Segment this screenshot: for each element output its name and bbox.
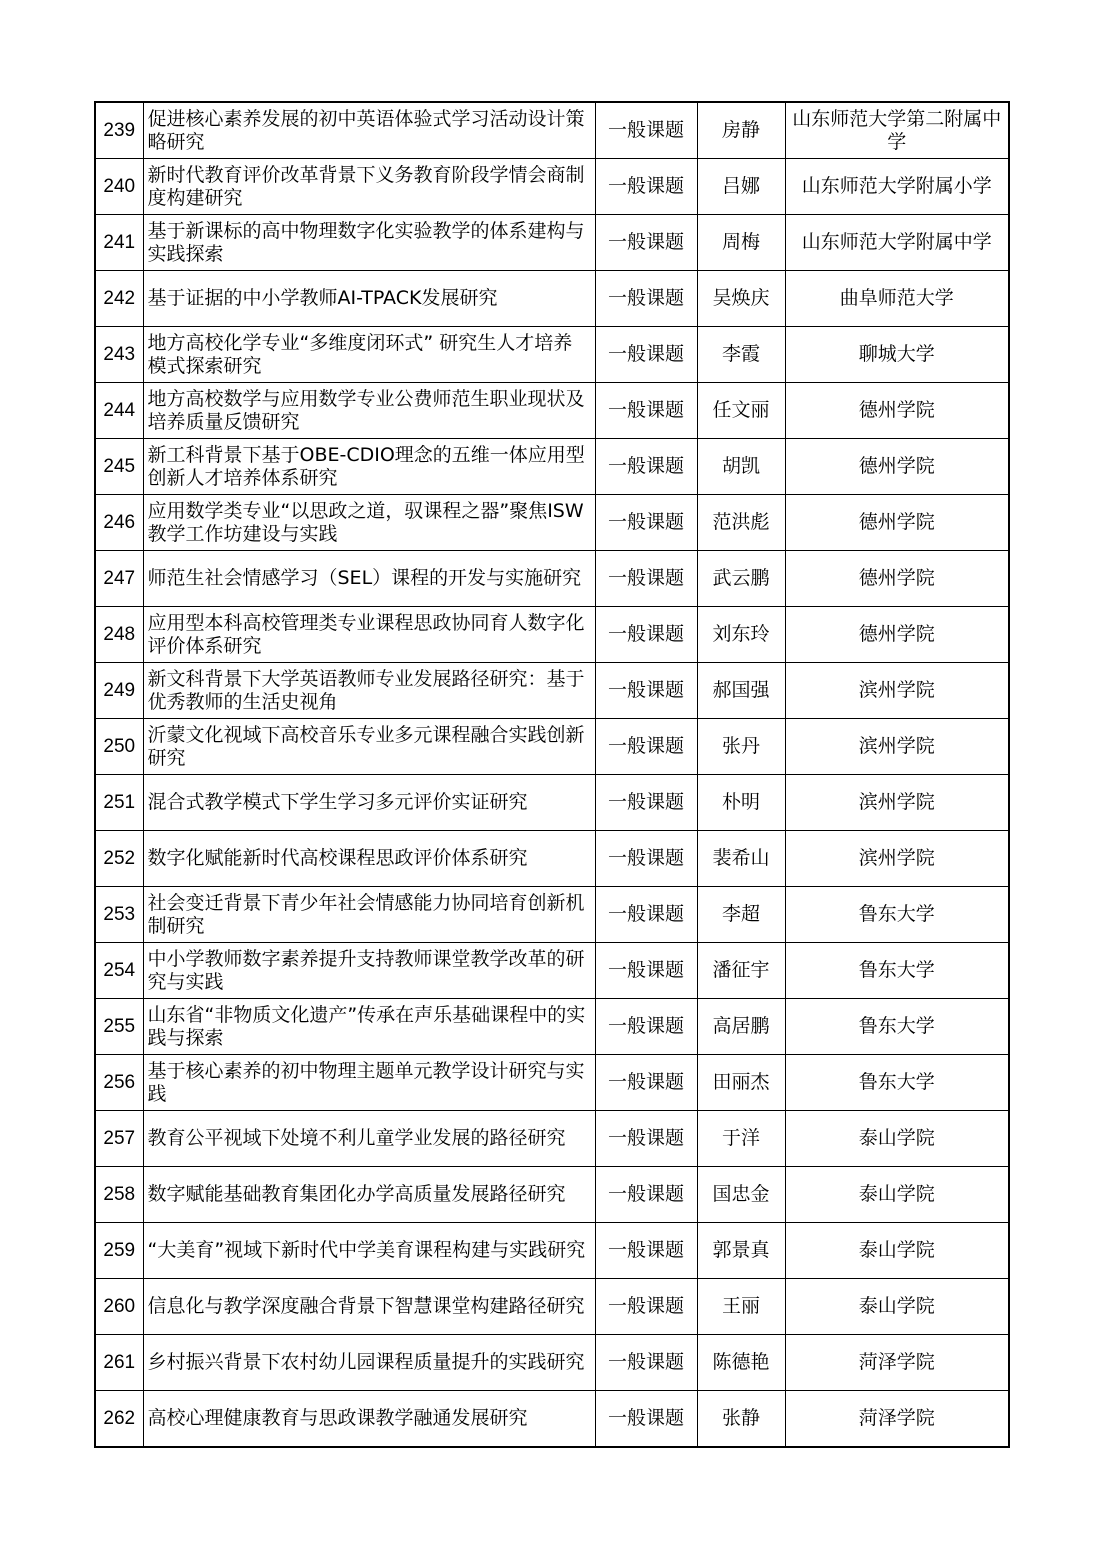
project-title: 师范生社会情感学习（SEL）课程的开发与实施研究 [143, 551, 595, 607]
row-number: 247 [95, 551, 143, 607]
project-organization: 鲁东大学 [785, 887, 1009, 943]
project-leader: 范洪彪 [697, 495, 785, 551]
table-row [95, 271, 1009, 327]
project-leader: 吕娜 [697, 159, 785, 215]
project-organization: 曲阜师范大学 [785, 271, 1009, 327]
row-number: 248 [95, 607, 143, 663]
row-number: 262 [95, 1391, 143, 1448]
project-category: 一般课题 [595, 1391, 697, 1448]
project-leader: 李超 [697, 887, 785, 943]
table-row [95, 607, 1009, 663]
project-leader: 吴焕庆 [697, 271, 785, 327]
project-category: 一般课题 [595, 719, 697, 775]
project-title: 新时代教育评价改革背景下义务教育阶段学情会商制度构建研究 [143, 159, 595, 215]
project-organization: 德州学院 [785, 607, 1009, 663]
row-number: 253 [95, 887, 143, 943]
project-title: 新工科背景下基于OBE-CDIO理念的五维一体应用型创新人才培养体系研究 [143, 439, 595, 495]
project-category: 一般课题 [595, 439, 697, 495]
table-row [95, 719, 1009, 775]
row-number: 243 [95, 327, 143, 383]
row-number: 244 [95, 383, 143, 439]
table-row [95, 663, 1009, 719]
table-body [95, 102, 1009, 1447]
project-category: 一般课题 [595, 999, 697, 1055]
row-number: 252 [95, 831, 143, 887]
project-category: 一般课题 [595, 271, 697, 327]
project-leader: 周梅 [697, 215, 785, 271]
project-organization: 鲁东大学 [785, 999, 1009, 1055]
row-number: 242 [95, 271, 143, 327]
project-title: 基于新课标的高中物理数字化实验教学的体系建构与实践探索 [143, 215, 595, 271]
project-leader: 田丽杰 [697, 1055, 785, 1111]
project-title: 数字化赋能新时代高校课程思政评价体系研究 [143, 831, 595, 887]
project-category: 一般课题 [595, 551, 697, 607]
project-category: 一般课题 [595, 1335, 697, 1391]
row-number: 255 [95, 999, 143, 1055]
project-title: 山东省“非物质文化遗产”传承在声乐基础课程中的实践与探索 [143, 999, 595, 1055]
table-row [95, 1391, 1009, 1448]
project-title: 基于证据的中小学教师AI-TPACK发展研究 [143, 271, 595, 327]
row-number: 258 [95, 1167, 143, 1223]
project-leader: 任文丽 [697, 383, 785, 439]
table-row [95, 943, 1009, 999]
row-number: 250 [95, 719, 143, 775]
table-row [95, 439, 1009, 495]
project-leader: 刘东玲 [697, 607, 785, 663]
row-number: 240 [95, 159, 143, 215]
project-category: 一般课题 [595, 1111, 697, 1167]
table-row [95, 1279, 1009, 1335]
table-row [95, 1111, 1009, 1167]
project-organization: 滨州学院 [785, 831, 1009, 887]
project-organization: 滨州学院 [785, 719, 1009, 775]
project-organization: 聊城大学 [785, 327, 1009, 383]
table-row [95, 215, 1009, 271]
project-leader: 李霞 [697, 327, 785, 383]
project-organization: 泰山学院 [785, 1111, 1009, 1167]
table-row [95, 887, 1009, 943]
project-leader: 高居鹏 [697, 999, 785, 1055]
project-title: 地方高校数学与应用数学专业公费师范生职业现状及培养质量反馈研究 [143, 383, 595, 439]
project-leader: 陈德艳 [697, 1335, 785, 1391]
project-category: 一般课题 [595, 215, 697, 271]
row-number: 249 [95, 663, 143, 719]
project-category: 一般课题 [595, 607, 697, 663]
project-organization: 鲁东大学 [785, 1055, 1009, 1111]
project-organization: 德州学院 [785, 383, 1009, 439]
row-number: 241 [95, 215, 143, 271]
project-organization: 德州学院 [785, 439, 1009, 495]
project-organization: 山东师范大学第二附属中学 [785, 102, 1009, 159]
project-leader: 朴明 [697, 775, 785, 831]
project-title: 中小学教师数字素养提升支持教师课堂教学改革的研究与实践 [143, 943, 595, 999]
project-leader: 于洋 [697, 1111, 785, 1167]
project-category: 一般课题 [595, 663, 697, 719]
row-number: 260 [95, 1279, 143, 1335]
row-number: 245 [95, 439, 143, 495]
row-number: 259 [95, 1223, 143, 1279]
row-number: 257 [95, 1111, 143, 1167]
project-leader: 胡凯 [697, 439, 785, 495]
row-number: 251 [95, 775, 143, 831]
table-row [95, 1167, 1009, 1223]
project-organization: 山东师范大学附属小学 [785, 159, 1009, 215]
project-leader: 张静 [697, 1391, 785, 1448]
table-row [95, 495, 1009, 551]
project-category: 一般课题 [595, 887, 697, 943]
table-row [95, 775, 1009, 831]
table-row [95, 327, 1009, 383]
row-number: 256 [95, 1055, 143, 1111]
row-number: 254 [95, 943, 143, 999]
project-category: 一般课题 [595, 495, 697, 551]
project-organization: 山东师范大学附属中学 [785, 215, 1009, 271]
table-row [95, 1223, 1009, 1279]
project-organization: 鲁东大学 [785, 943, 1009, 999]
project-leader: 郭景真 [697, 1223, 785, 1279]
project-title: 社会变迁背景下青少年社会情感能力协同培育创新机制研究 [143, 887, 595, 943]
project-category: 一般课题 [595, 1279, 697, 1335]
table-row [95, 159, 1009, 215]
table-row [95, 1055, 1009, 1111]
project-title: 基于核心素养的初中物理主题单元教学设计研究与实践 [143, 1055, 595, 1111]
project-category: 一般课题 [595, 327, 697, 383]
project-organization: 泰山学院 [785, 1167, 1009, 1223]
project-title: 数字赋能基础教育集团化办学高质量发展路径研究 [143, 1167, 595, 1223]
project-category: 一般课题 [595, 831, 697, 887]
project-title: 信息化与教学深度融合背景下智慧课堂构建路径研究 [143, 1279, 595, 1335]
project-category: 一般课题 [595, 1167, 697, 1223]
project-category: 一般课题 [595, 102, 697, 159]
row-number: 239 [95, 102, 143, 159]
project-organization: 滨州学院 [785, 775, 1009, 831]
project-title: 应用数学类专业“以思政之道，驭课程之器”聚焦ISW教学工作坊建设与实践 [143, 495, 595, 551]
project-title: 高校心理健康教育与思政课教学融通发展研究 [143, 1391, 595, 1448]
table-row [95, 831, 1009, 887]
project-leader: 武云鹏 [697, 551, 785, 607]
project-title: 混合式教学模式下学生学习多元评价实证研究 [143, 775, 595, 831]
project-title: 地方高校化学专业“多维度闭环式” 研究生人才培养模式探索研究 [143, 327, 595, 383]
project-leader: 裴希山 [697, 831, 785, 887]
project-leader: 房静 [697, 102, 785, 159]
project-leader: 郝国强 [697, 663, 785, 719]
project-organization: 泰山学院 [785, 1279, 1009, 1335]
project-organization: 菏泽学院 [785, 1391, 1009, 1448]
project-leader: 国忠金 [697, 1167, 785, 1223]
project-leader: 潘征宇 [697, 943, 785, 999]
project-title: 应用型本科高校管理类专业课程思政协同育人数字化评价体系研究 [143, 607, 595, 663]
row-number: 261 [95, 1335, 143, 1391]
project-category: 一般课题 [595, 943, 697, 999]
project-organization: 菏泽学院 [785, 1335, 1009, 1391]
project-title: 新文科背景下大学英语教师专业发展路径研究：基于优秀教师的生活史视角 [143, 663, 595, 719]
table-row [95, 551, 1009, 607]
table-row [95, 999, 1009, 1055]
project-category: 一般课题 [595, 1223, 697, 1279]
project-category: 一般课题 [595, 383, 697, 439]
project-title: 乡村振兴背景下农村幼儿园课程质量提升的实践研究 [143, 1335, 595, 1391]
project-title: “大美育”视域下新时代中学美育课程构建与实践研究 [143, 1223, 595, 1279]
project-category: 一般课题 [595, 159, 697, 215]
table-row [95, 383, 1009, 439]
table-row [95, 1335, 1009, 1391]
project-organization: 泰山学院 [785, 1223, 1009, 1279]
project-title: 教育公平视域下处境不利儿童学业发展的路径研究 [143, 1111, 595, 1167]
project-category: 一般课题 [595, 775, 697, 831]
row-number: 246 [95, 495, 143, 551]
table-row [95, 102, 1009, 159]
project-organization: 德州学院 [785, 551, 1009, 607]
project-category: 一般课题 [595, 1055, 697, 1111]
project-leader: 王丽 [697, 1279, 785, 1335]
project-leader: 张丹 [697, 719, 785, 775]
project-organization: 滨州学院 [785, 663, 1009, 719]
project-title: 促进核心素养发展的初中英语体验式学习活动设计策略研究 [143, 102, 595, 159]
project-organization: 德州学院 [785, 495, 1009, 551]
project-title: 沂蒙文化视域下高校音乐专业多元课程融合实践创新研究 [143, 719, 595, 775]
project-list-table [94, 101, 1010, 1448]
